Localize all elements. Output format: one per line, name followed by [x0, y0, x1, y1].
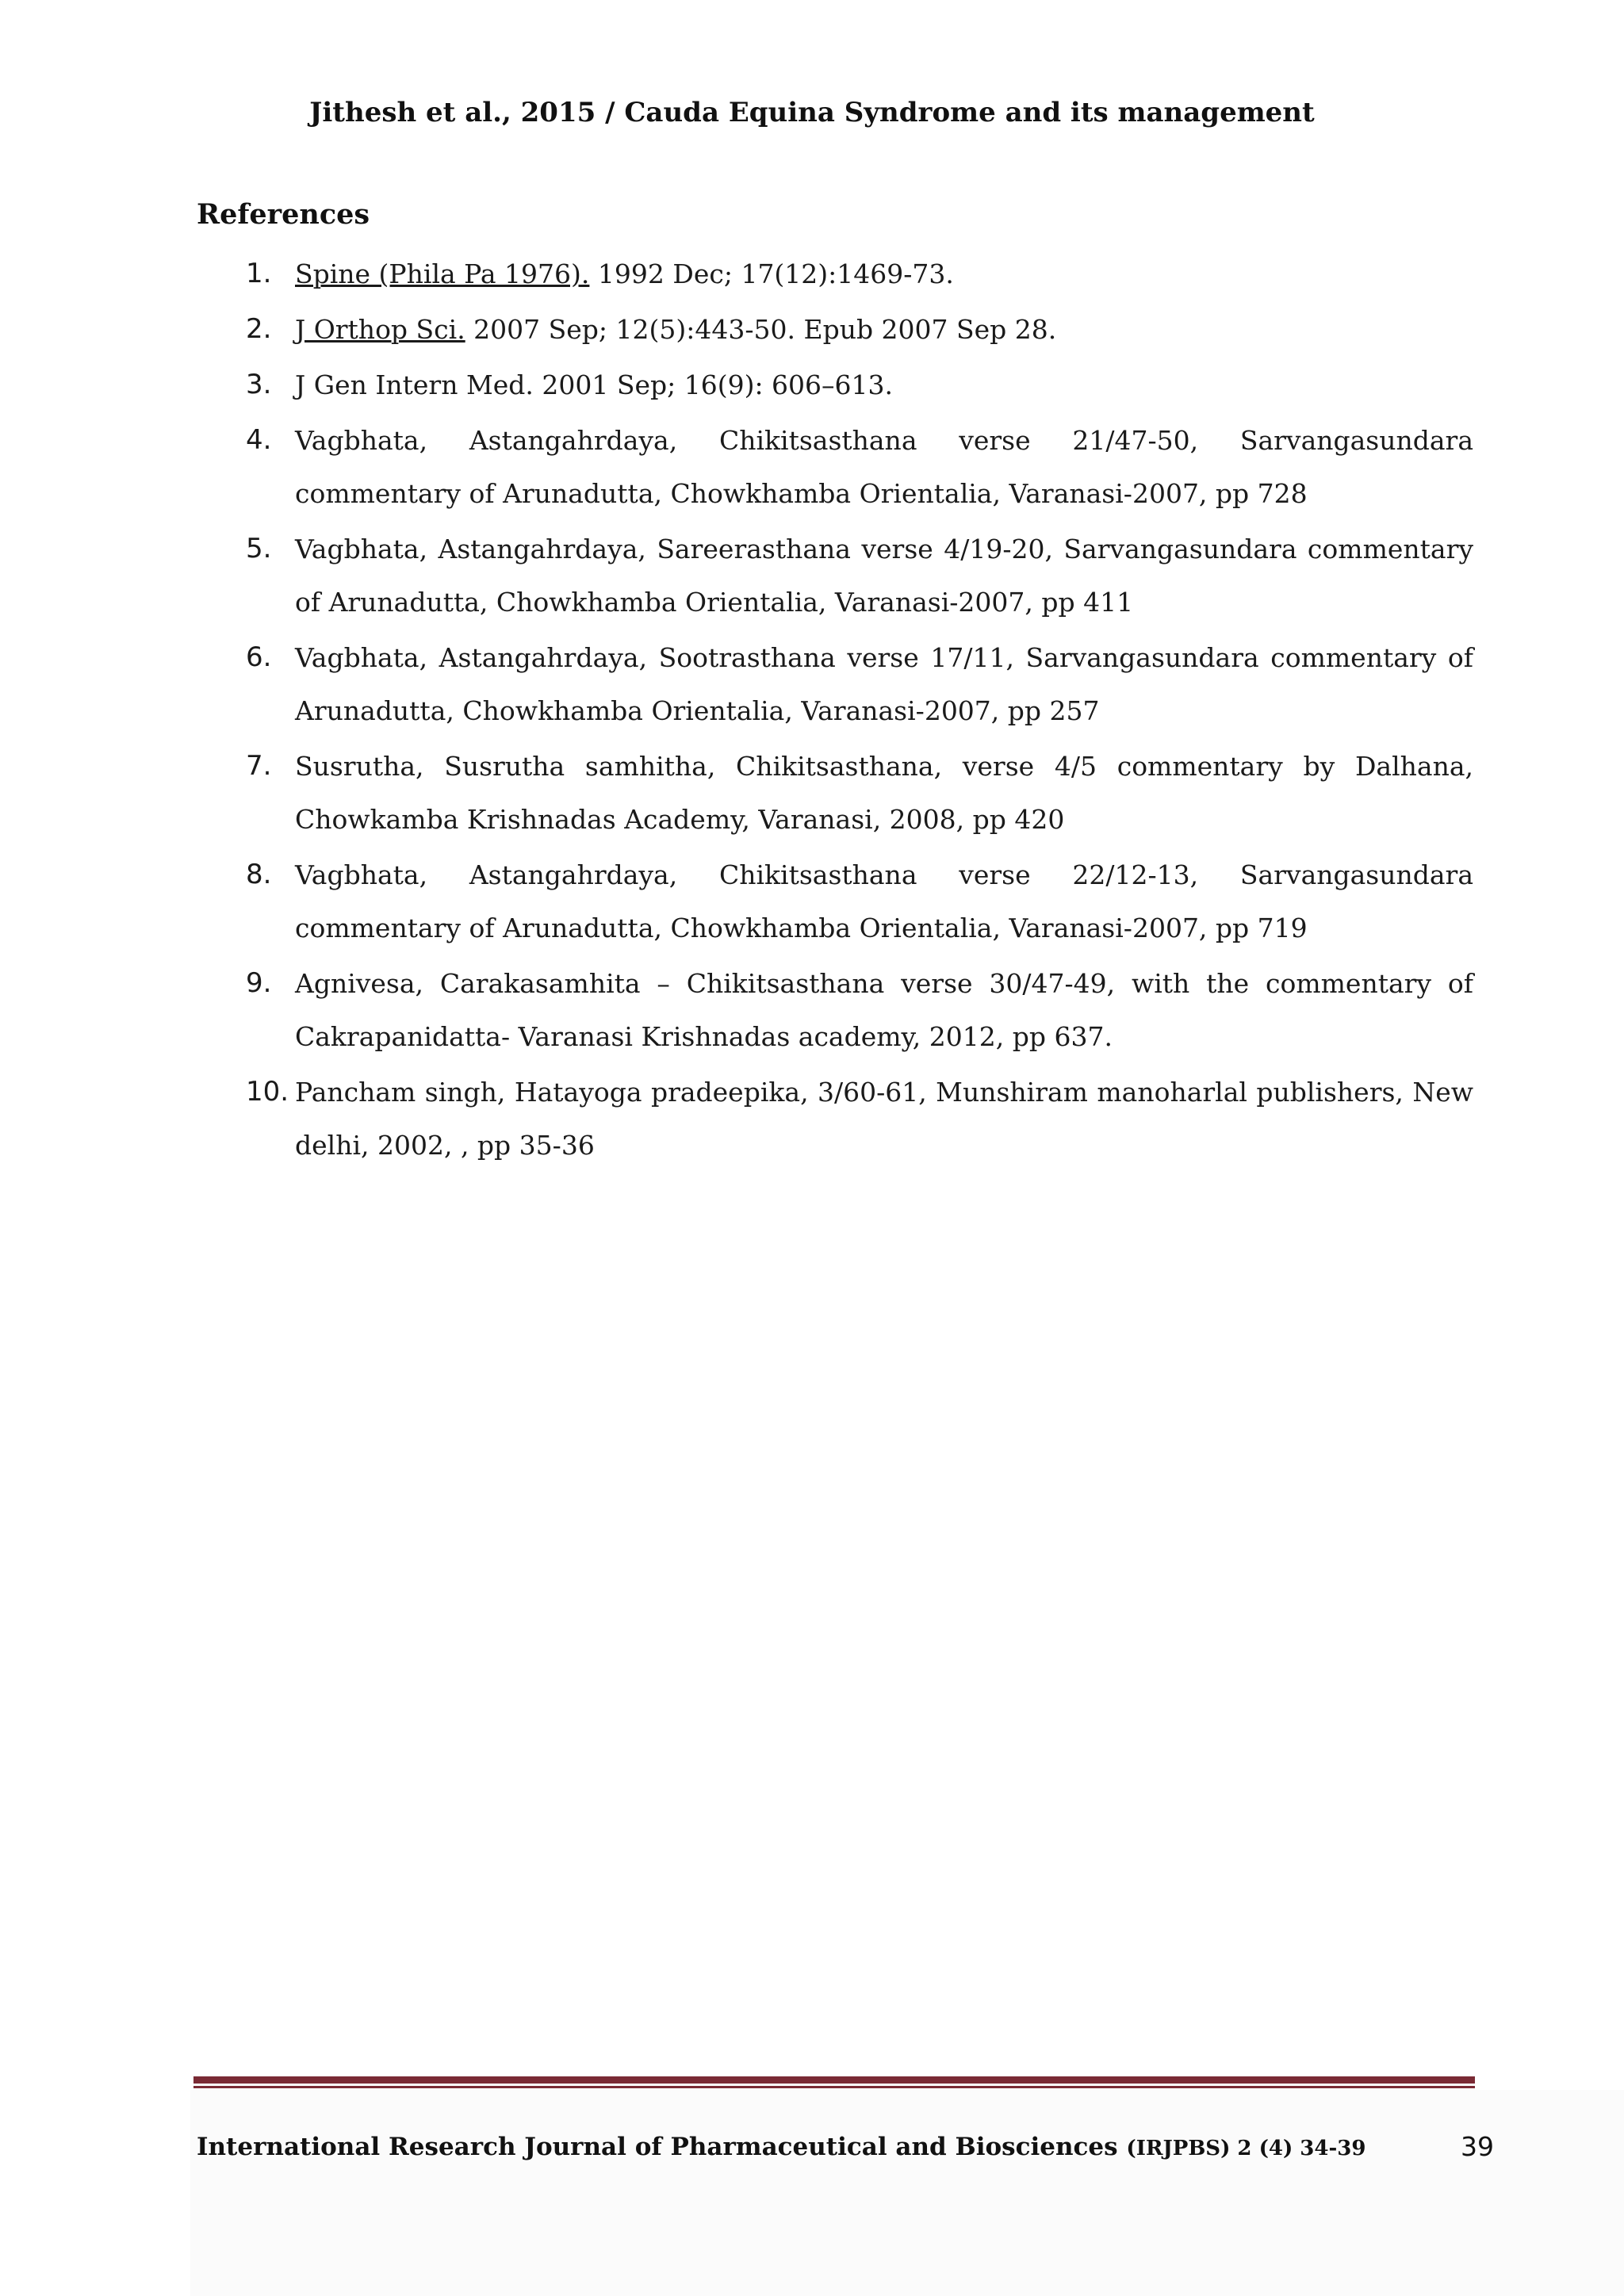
- reference-number: 5.: [246, 533, 272, 564]
- reference-text: Vagbhata, Astangahrdaya, Sareerasthana verse 4/19-20, Sarvangasundara commentary of Arunadutta, Chowkhamba Orientalia, Varanasi-2007, pp 411: [295, 534, 1473, 618]
- reference-text: Agnivesa, Carakasamhita – Chikitsasthana verse 30/47-49, with the commentary of Cakrapanidatta- Varanasi Krishnadas academy, 2012, pp 637.: [295, 968, 1473, 1052]
- reference-text: Vagbhata, Astangahrdaya, Chikitsasthana verse 21/47-50, Sarvangasundara commentary of Arunadutta, Chowkhamba Orientalia, Varanasi-2007, pp 728: [295, 425, 1473, 509]
- reference-journal-link[interactable]: J Orthop Sci.: [295, 314, 465, 345]
- reference-item: [197, 303, 1473, 356]
- reference-number: 8.: [246, 859, 272, 890]
- reference-number: 10.: [246, 1076, 289, 1108]
- references-heading: References: [197, 198, 370, 231]
- running-header: Jithesh et al., 2015 / Cauda Equina Syndrome and its management: [309, 97, 1315, 128]
- reference-item: [197, 740, 1473, 846]
- reference-item: [197, 631, 1473, 737]
- reference-text: 1992 Dec; 17(12):1469-73.: [589, 258, 954, 289]
- footer-rule-thick: [193, 2076, 1475, 2084]
- reference-text: Pancham singh, Hatayoga pradeepika, 3/60-61, Munshiram manoharlal publishers, New delhi, 2002, , pp 35-36: [295, 1077, 1473, 1161]
- reference-item: [197, 414, 1473, 520]
- reference-text: 2007 Sep; 12(5):443-50. Epub 2007 Sep 28.: [465, 314, 1057, 345]
- reference-item: [197, 358, 1473, 411]
- footer-shade: [190, 2090, 1624, 2296]
- footer-journal-citation: [197, 2133, 1365, 2161]
- reference-number: 9.: [246, 967, 272, 999]
- reference-item: [197, 522, 1473, 629]
- reference-number: 1.: [246, 258, 272, 289]
- reference-text: J Gen Intern Med. 2001 Sep; 16(9): 606–613.: [295, 369, 894, 400]
- reference-list: [197, 247, 1473, 1174]
- reference-number: 3.: [246, 369, 272, 400]
- reference-item: [197, 848, 1473, 955]
- reference-item: [197, 247, 1473, 300]
- footer-journal-abbr: (IRJPBS) 2 (4) 34-39: [1126, 2137, 1366, 2160]
- page-number: 39: [1461, 2131, 1494, 2162]
- footer-rule-thin: [193, 2086, 1475, 2088]
- reference-item: [197, 957, 1473, 1063]
- reference-journal-link[interactable]: Spine (Phila Pa 1976).: [295, 258, 590, 289]
- reference-text: Susrutha, Susrutha samhitha, Chikitsasthana, verse 4/5 commentary by Dalhana, Chowkamba Krishnadas Academy, Varanasi, 2008, pp 420: [295, 751, 1473, 835]
- reference-number: 4.: [246, 424, 272, 456]
- footer-rule: [193, 2076, 1475, 2088]
- footer-journal-name: International Research Journal of Pharmaceutical and Biosciences: [197, 2133, 1127, 2161]
- reference-text: Vagbhata, Astangahrdaya, Sootrasthana verse 17/11, Sarvangasundara commentary of Arunadutta, Chowkhamba Orientalia, Varanasi-2007, pp 257: [295, 642, 1473, 726]
- reference-number: 6.: [246, 641, 272, 673]
- reference-number: 7.: [246, 750, 272, 782]
- reference-text: Vagbhata, Astangahrdaya, Chikitsasthana verse 22/12-13, Sarvangasundara commentary of Arunadutta, Chowkhamba Orientalia, Varanasi-2007, pp 719: [295, 859, 1473, 943]
- reference-number: 2.: [246, 313, 272, 345]
- reference-item: [197, 1066, 1473, 1172]
